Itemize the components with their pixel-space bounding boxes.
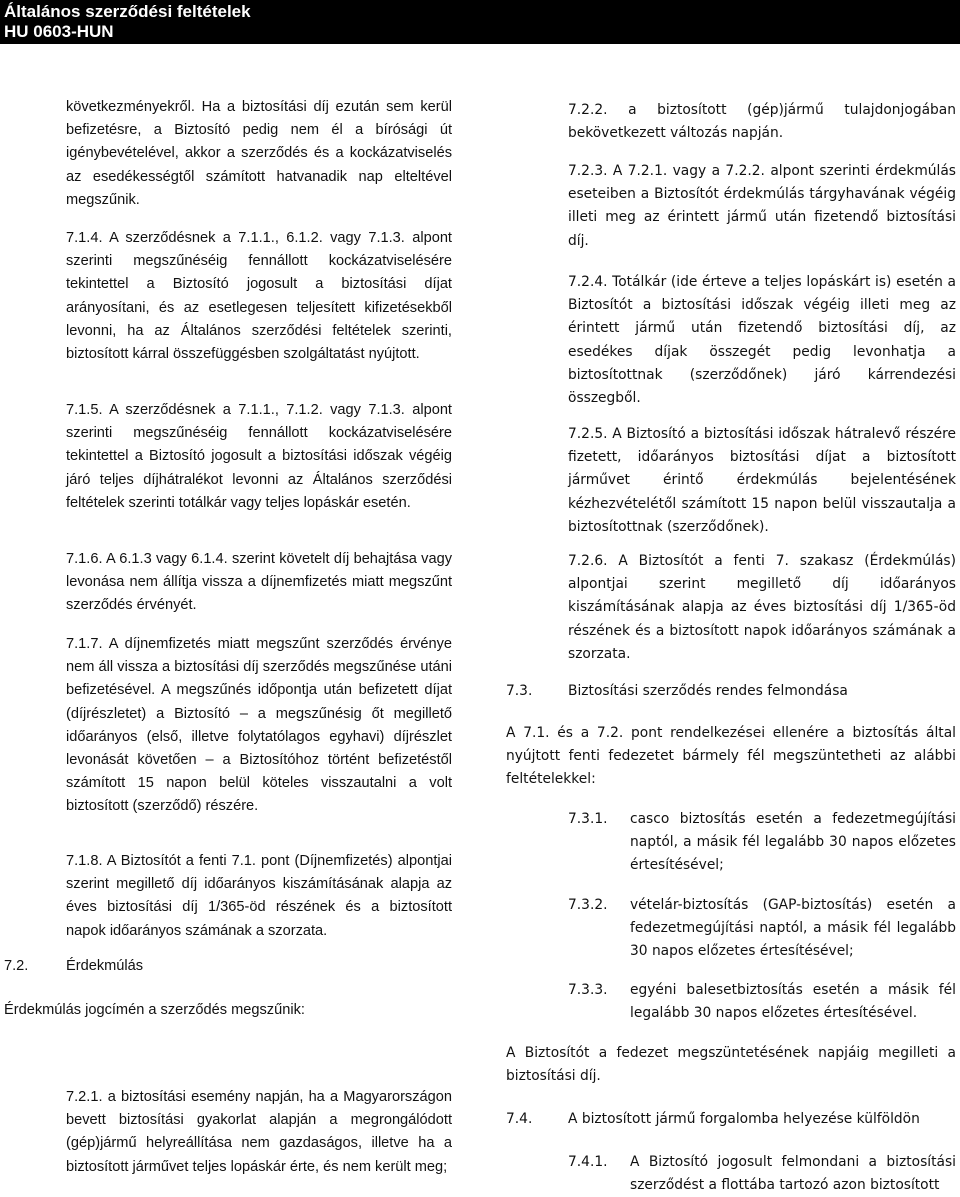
section-number: 7.3. (506, 683, 533, 699)
document-title: Általános szerződési feltételek (4, 2, 251, 21)
clause-number: 7.3.1. (568, 811, 608, 827)
clause-7-3-2 (568, 894, 956, 964)
clause-number: 7.3.3. (568, 982, 608, 998)
clause-7-4-1 (568, 1151, 956, 1197)
section-7-2-intro: Érdekmúlás jogcímén a szerződés megszűnik: (4, 1002, 305, 1018)
section-title: Érdekmúlás (66, 958, 144, 974)
clause-7-1-8: 7.1.8. A Biztosítót a fenti 7.1. pont (Díjnemfizetés) alpontjai szerint megillető díj időarányos kiszámításának alapja az éves biztosítási díj 1/365-öd részének és a biztosított napok időarányos számának a szorzata. (66, 853, 452, 939)
clause-7-2-4: 7.2.4. Totálkár (ide érteve a teljes lopáskárt is) esetén a Biztosítót a biztosítási időszak végéig illeti meg az érintett jármű után fizetendő biztosítási díj, az esedékes díjak összegét pedig levonhatja a biztosítottnak (szerződőnek) járó kárrendezési összegből. (568, 274, 956, 407)
section-title: Biztosítási szerződés rendes felmondása (568, 683, 848, 699)
clause-number: 7.4.1. (568, 1154, 608, 1170)
paragraph-continuation: következményekről. Ha a biztosítási díj ezután sem kerül befizetésre, a Biztosító pedig nem él a bírósági út igénybevételével, akkor a szerződés és a kockázatviselés az esedékességtől számított hatvanadik nap elteltével megszűnik. (66, 99, 452, 208)
section-7-3-heading (506, 680, 956, 703)
clause-7-2-1: 7.2.1. a biztosítási esemény napján, ha a Magyarországon bevett biztosítási gyakorlat alapján a megrongálódott (gép)jármű helyreállítása nem gazdaságos, illetve ha a biztosított járművet teljes lopáskár érte, és nem került meg; (66, 1089, 452, 1175)
clause-7-1-6: 7.1.6. A 6.1.3 vagy 6.1.4. szerint követelt díj behajtása vagy levonása nem állítja vissza a díjnemfizetés miatt megszűnt szerződés érvényét. (66, 551, 452, 614)
clause-text: A Biztosító jogosult felmondani a biztosítási szerződést a flottába tartozó azon biztosított (630, 1154, 956, 1194)
clause-7-3-1 (568, 808, 956, 878)
section-7-3-intro: A 7.1. és a 7.2. pont rendelkezései ellenére a biztosítás által nyújtott fenti fedezetet bármely fél megszüntetheti az alábbi feltételekkel: (506, 725, 956, 788)
clause-text: vételár-biztosítás (GAP-biztosítás) esetén a fedezetmegújítási naptól, a másik fél legalább 30 napos előzetes értesítésével; (630, 897, 956, 960)
clause-7-2-2: 7.2.2. a biztosított (gép)jármű tulajdonjogában bekövetkezett változás napján. (568, 102, 956, 142)
document-code: HU 0603-HUN (4, 22, 114, 41)
section-title: A biztosított jármű forgalomba helyezése külföldön (568, 1111, 920, 1127)
clause-7-2-3: 7.2.3. A 7.2.1. vagy a 7.2.2. alpont szerinti érdekmúlás eseteiben a Biztosítót érdekmúlás tárgyhavának végéig illeti meg az érintett jármű után fizetendő biztosítási díj. (568, 163, 956, 249)
section-7-4-heading (506, 1108, 956, 1131)
clause-7-1-5: 7.1.5. A szerződésnek a 7.1.1., 7.1.2. vagy 7.1.3. alpont szerinti megszűnéséig fennállott kockázatviselésére tekintettel a Biztosító jogosult a biztosítási időszak végéig járó teljes díjhátralékot levonni az Általános szerződési feltételek szerinti totálkár vagy teljes lopáskár esetén. (66, 402, 452, 511)
clause-7-2-5: 7.2.5. A Biztosító a biztosítási időszak hátralevő részére fizetett, időarányos biztosítási díjat a biztosított járművet érintő érdekmúlás bejelentésének kézhezvételétől számított 15 napon belül visszautalja a biztosítottnak (szerződőnek). (568, 426, 956, 535)
clause-7-1-4: 7.1.4. A szerződésnek a 7.1.1., 6.1.2. vagy 7.1.3. alpont szerinti megszűnéséig fennállott kockázatviselésére tekintettel a Biztosító jogosult a biztosítási díjat arányosítani, és az esetlegesen teljesített kifizetésekből levonni, ha az Általános szerződési feltételek szerinti, biztosított kárral összefüggésben szolgáltatást nyújtott. (66, 230, 452, 363)
document-header (0, 0, 960, 44)
clause-7-3-3 (568, 979, 956, 1025)
section-7-2-heading (4, 955, 444, 978)
section-7-3-closing: A Biztosítót a fedezet megszüntetésének napjáig megilleti a biztosítási díj. (506, 1045, 956, 1085)
clause-number: 7.3.2. (568, 897, 608, 913)
clause-text: casco biztosítás esetén a fedezetmegújítási naptól, a másik fél legalább 30 napos előzetes értesítésével; (630, 811, 956, 874)
clause-7-2-6: 7.2.6. A Biztosítót a fenti 7. szakasz (Érdekmúlás) alpontjai szerint megillető díj időarányos kiszámításának alapja az éves biztosítási díj 1/365-öd részének és a biztosított napok időarányos számának a szorzata. (568, 553, 956, 662)
section-number: 7.4. (506, 1111, 533, 1127)
clause-7-1-7: 7.1.7. A díjnemfizetés miatt megszűnt szerződés érvénye nem áll vissza a biztosítási díj szerződés megszűnése utáni befizetésével. A megszűnés időpontja után befizetett díjat (díjrészletet) a Biztosító – a megszűnésig őt megillető időarányos (első, illetve folytatólagos egyhavi) díjrészlet levonását követően – a Biztosítóhoz történt befizetéstől számított 15 napon belül köteles visszautalni a volt biztosított (szerződő) részére. (66, 636, 452, 815)
clause-text: egyéni balesetbiztosítás esetén a másik fél legalább 30 napos előzetes értesítésével. (630, 982, 956, 1022)
section-number: 7.2. (4, 958, 29, 974)
